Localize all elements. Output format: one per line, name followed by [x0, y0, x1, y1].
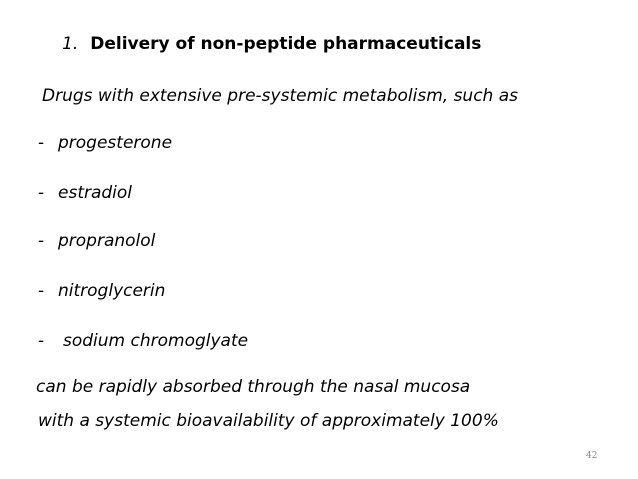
slide-heading [62, 33, 481, 55]
list-bullet: - [38, 331, 45, 351]
list-item-text: nitroglycerin [58, 281, 166, 301]
list-item [38, 280, 165, 302]
list-bullet: - [38, 231, 45, 251]
list-bullet: - [38, 133, 45, 153]
list-item [38, 182, 132, 204]
list-item-text: progesterone [58, 133, 173, 153]
list-bullet: - [38, 281, 45, 301]
intro-text: Drugs with extensive pre-systemic metabolism, such as [42, 86, 518, 106]
list-item [38, 230, 155, 252]
heading-number: 1. [62, 34, 79, 54]
page-number: 42 [586, 451, 598, 461]
closing-text-line-1: can be rapidly absorbed through the nasal mucosa [36, 377, 471, 397]
list-item-text: sodium chromoglyate [63, 331, 249, 351]
heading-title: Delivery of non-peptide pharmaceuticals [90, 34, 482, 54]
list-item [38, 330, 248, 352]
closing-text-line-2: with a systemic bioavailability of approximately 100% [38, 411, 499, 431]
list-item-text: estradiol [58, 183, 133, 203]
list-item-text: propranolol [58, 231, 156, 251]
list-item [38, 132, 172, 154]
list-bullet: - [38, 183, 45, 203]
